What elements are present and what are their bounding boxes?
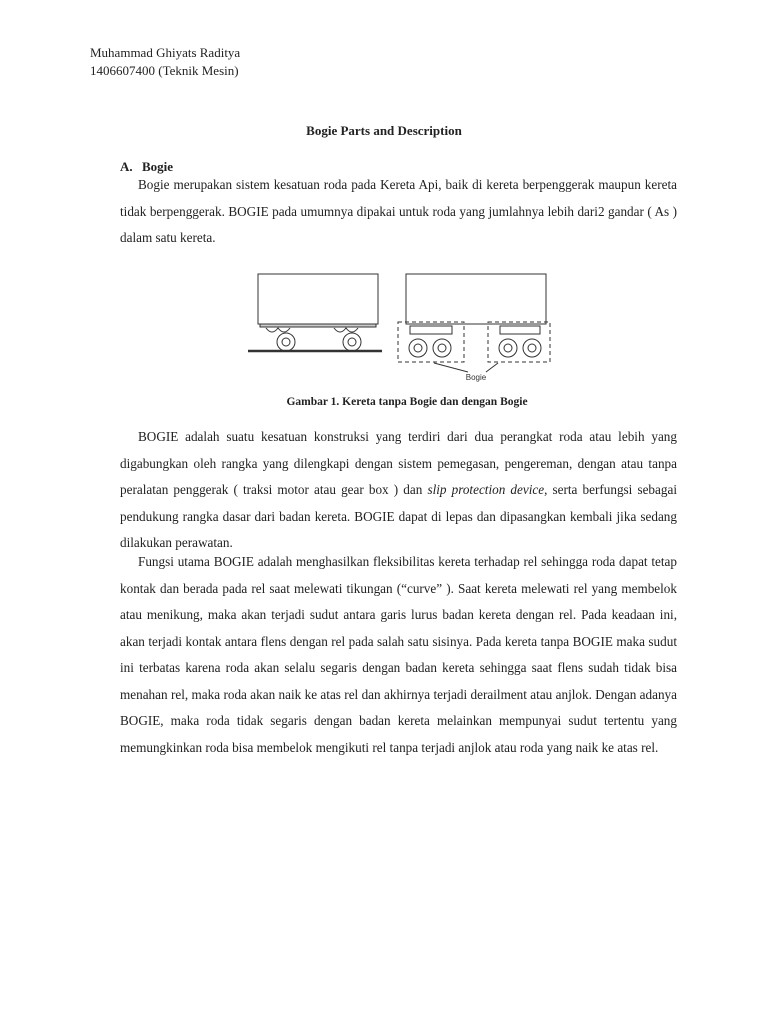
wheel-hub-right-b bbox=[438, 344, 446, 352]
bolster-b bbox=[500, 326, 540, 334]
section-title: Bogie bbox=[142, 159, 174, 174]
wheel-left-b bbox=[343, 333, 361, 351]
wheel-hub-right-d bbox=[528, 344, 536, 352]
train-with-bogie bbox=[398, 274, 550, 372]
wheel-right-c bbox=[499, 339, 517, 357]
wheel-right-a bbox=[409, 339, 427, 357]
paragraph-2 bbox=[120, 424, 677, 557]
author-id: 1406607400 (Teknik Mesin) bbox=[90, 63, 239, 78]
paragraph-2-text-b: , serta berfungsi sebagai pendukung rangka dasar dari badan kereta. BOGIE dapat di lepas dan dipasangkan kembali jika sedang dilakukan perawatan. bbox=[120, 482, 677, 550]
car-body-left bbox=[258, 274, 378, 324]
train-without-bogie bbox=[248, 274, 382, 351]
car-underframe-left bbox=[260, 324, 376, 327]
wheel-hub-right-c bbox=[504, 344, 512, 352]
car-body-right bbox=[406, 274, 546, 324]
pointer-arrow-a bbox=[434, 363, 468, 372]
spring-left-a bbox=[266, 328, 290, 332]
document-title: Bogie Parts and Description bbox=[306, 123, 462, 138]
figure-caption: Gambar 1. Kereta tanpa Bogie dan dengan Bogie bbox=[286, 396, 528, 408]
bogie-figure bbox=[248, 268, 558, 386]
wheel-right-b bbox=[433, 339, 451, 357]
spring-left-b bbox=[334, 328, 358, 332]
paragraph-3: Fungsi utama BOGIE adalah menghasilkan fleksibilitas kereta terhadap rel sehingga roda dapat tetap kontak dan berada pada rel saat melewati tikungan (“curve” ). Saat kereta melewati rel yang membelok atau menikung, maka akan terjadi sudut antara garis lurus badan kereta dengan rel. Pada keadaan ini, akan terjadi kontak antara flens dengan rel pada salah satu sisinya. Pada kereta tanpa BOGIE maka sudut ini terbatas karena roda akan selalu segaris dengan badan kereta sehingga saat flens sudah tidak bisa menahan rel, maka roda akan naik ke atas rel dan akhirnya terjadi derailment atau anjlok. Dengan adanya BOGIE, maka roda tidak segaris dengan badan kereta melainkan mempunyai sudut tertentu yang memungkinkan roda bisa membelok mengikuti rel tanpa terjadi anjlok atau roda yang naik ke atas rel. bbox=[120, 554, 677, 755]
wheel-hub-left-b bbox=[348, 338, 356, 346]
bogie-frame-b bbox=[488, 322, 550, 362]
author-block bbox=[90, 44, 240, 80]
author-name: Muhammad Ghiyats Raditya bbox=[90, 45, 241, 60]
bogie-frame-a bbox=[398, 322, 464, 362]
paragraph-2-italic: slip protection device bbox=[427, 482, 545, 497]
section-number: A. bbox=[120, 159, 133, 174]
pointer-arrow-b bbox=[486, 363, 498, 372]
paragraph-1: Bogie merupakan sistem kesatuan roda pada Kereta Api, baik di kereta berpenggerak maupun kereta tidak berpenggerak. BOGIE pada umumnya dipakai untuk roda yang jumlahnya lebih dari2 gandar ( As ) dalam satu kereta. bbox=[120, 177, 677, 245]
wheel-right-d bbox=[523, 339, 541, 357]
wheel-hub-left-a bbox=[282, 338, 290, 346]
bolster-a bbox=[410, 326, 452, 334]
wheel-hub-right-a bbox=[414, 344, 422, 352]
bogie-label: Bogie bbox=[465, 373, 487, 382]
wheel-left-a bbox=[277, 333, 295, 351]
paragraph-2-text-a: BOGIE adalah suatu kesatuan konstruksi yang terdiri dari dua perangkat roda atau lebih yang digabungkan oleh rangka yang dilengkapi dengan sistem pemegasan, pengereman, dengan atau tanpa peralatan penggerak ( traksi motor atau gear box ) dan bbox=[120, 429, 677, 497]
